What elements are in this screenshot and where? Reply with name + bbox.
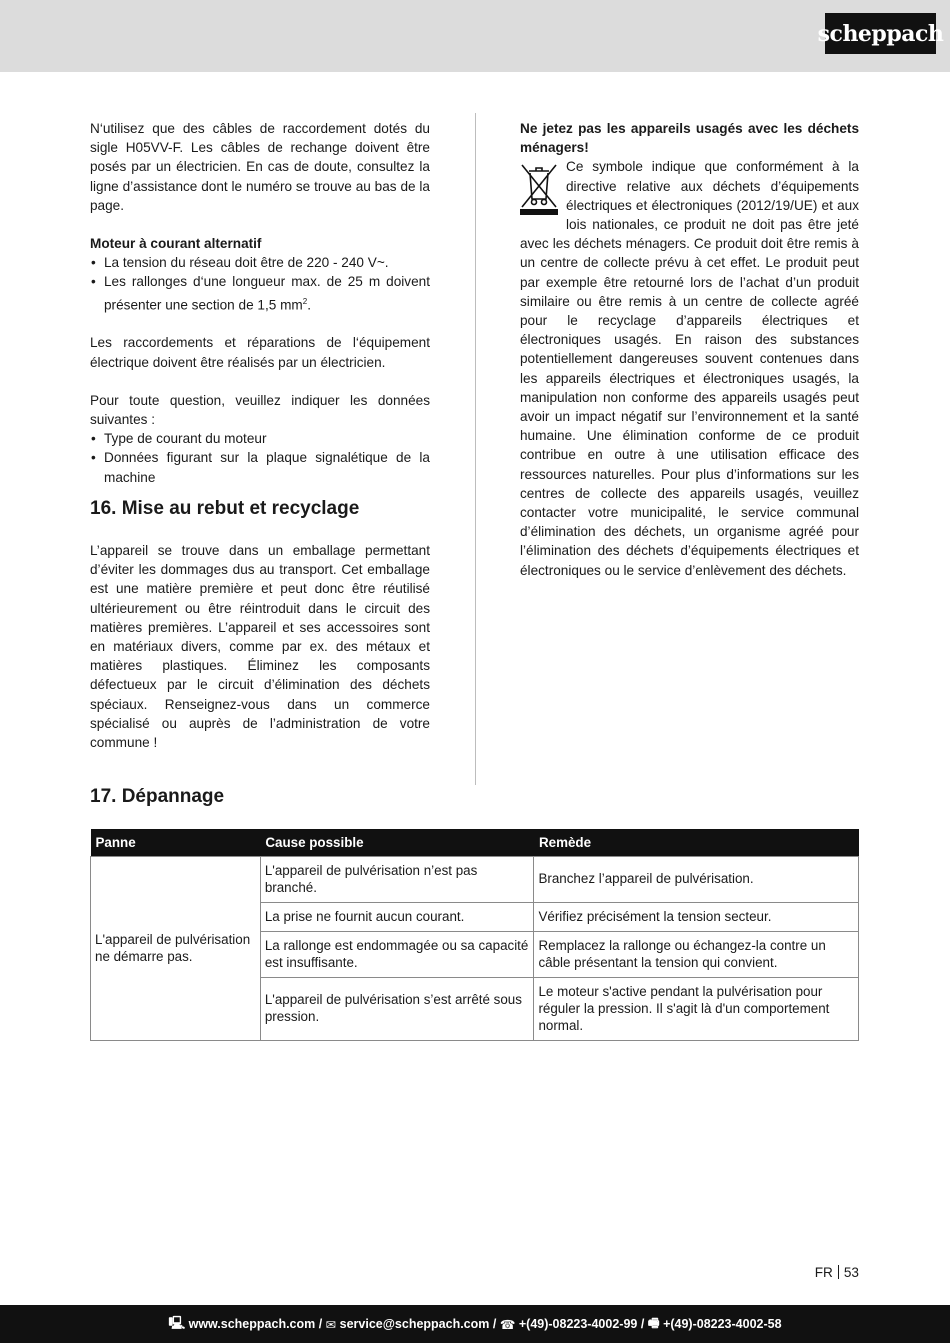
remedy-cell: Remplacez la rallonge ou échangez-la contre un câble présentant la tension qui convient. (534, 932, 859, 978)
page-number-value: 53 (843, 1265, 859, 1280)
right-column (520, 119, 859, 580)
contact-footer (0, 1305, 950, 1343)
scheppach-logo: scheppach (825, 13, 936, 54)
weee-paragraph: Ce symbole indique que conformément à la directive relative aux déchets d’équipements électriques et électroniques (2012/19/UE) et aux lois nationales, ce produit ne doit pas être jeté avec les déchets ménagers. Ce produit doit être remis à un centre de collecte prévu à cet effet. Le produit peut par exemple être retourné lors de l’achat d’un produit similaire ou être remis à un centre de collecte agréé pour le recyclage d’appareils électriques et électroniques usagés. En raison des substances potentiellement dangereuses souvent contenues dans les appareils électriques et électroniques usagés, la manipulation non conforme des appareils usagés peut avoir un impact négatif sur l’environnement et la santé humaine. Une élimination conforme de ce produit contribue en outre à une utilisation efficace des ressources naturelles. Pour plus d’informations sur les centres de collecte des appareils usagés, veuillez contacter votre municipalité, le service communal d’élimination des déchets, un organisme agréé pour l’élimination des déchets d’équipements électriques et électroniques ou le service d’enlèvement des déchets. (520, 159, 859, 578)
footer-separator: / (315, 1317, 326, 1331)
header-band (0, 0, 950, 72)
page-number-divider (838, 1265, 839, 1279)
remedy-cell: Le moteur s'active pendant la pulvérisation pour réguler la pression. Il s'agit là d'un comportement normal. (534, 978, 859, 1041)
list-item: • Les rallonges d‘une longueur max. de 25 m doivent présenter une section de 1,5 $mm^2$. (90, 272, 430, 314)
motor-requirements-list (90, 253, 430, 314)
connections-paragraph: Les raccordements et réparations de l‘équipement électrique doivent être réalisés par un électricien. (90, 335, 430, 370)
column-header-remedy: Remède (534, 829, 859, 857)
troubleshooting-table (90, 829, 859, 1041)
fax-number: +(49)-08223-4002-58 (663, 1317, 782, 1331)
table-header-row (91, 829, 859, 857)
cause-cell: La prise ne fournit aucun courant. (260, 903, 534, 932)
computer-icon: 🖳 (168, 1315, 189, 1330)
phone-number: +(49)-08223-4002-99 (518, 1317, 638, 1331)
cause-cell: L'appareil de pulvérisation s’est arrêté sous pression. (260, 978, 534, 1041)
disposal-paragraph: L’appareil se trouve dans un emballage permettant d’éviter les dommages dus au transport. Cet emballage est une matière première et peut donc être réutilisé ultérieurement ou être réintroduit dans le circuit des matières premières. L’appareil et ses accessoires sont en matériaux divers, comme par ex. des métaux et matières plastiques. Éliminez les composants défectueux par le circuit d’élimination des déchets spéciaux. Renseignez-vous dans un commerce spécialisé ou auprès de l’administration de votre commune ! (90, 543, 430, 751)
cause-cell: L'appareil de pulvérisation n’est pas branché. (260, 857, 534, 903)
footer-separator: / (637, 1317, 648, 1331)
remedy-cell: Vérifiez précisément la tension secteur. (534, 903, 859, 932)
fax-icon: 🖷 (647, 1315, 664, 1330)
section-16-title: 16. Mise au rebut et recyclage (90, 498, 360, 519)
list-item: • Type de courant du moteur (90, 429, 430, 448)
phone-icon: ☎ (499, 1317, 519, 1332)
questions-list (90, 429, 430, 487)
table-row (91, 857, 859, 903)
left-column (90, 119, 430, 487)
page-language: FR (814, 1265, 833, 1280)
column-divider (475, 113, 476, 785)
cause-cell: La rallonge est endommagée ou sa capacité est insuffisante. (260, 932, 534, 978)
list-item: • La tension du réseau doit être de 220 - 240 V~. (90, 253, 430, 272)
list-item: • Données figurant sur la plaque signalétique de la machine (90, 448, 430, 486)
cable-intro-paragraph: N‘utilisez que des câbles de raccordement dotés du sigle H05VV-F. Les câbles de rechange doivent être posés par un électricien. En cas de doute, consultez la ligne d’assistance dont le numéro se trouve au bas de la page. (90, 121, 430, 213)
fault-cell: L'appareil de pulvérisation ne démarre pas. (91, 857, 261, 1041)
footer-separator: / (489, 1317, 500, 1331)
column-header-cause: Cause possible (260, 829, 534, 857)
column-header-fault: Panne (91, 829, 261, 857)
page-number (815, 1265, 859, 1280)
remedy-cell: Branchez l’appareil de pulvérisation. (534, 857, 859, 903)
section-17-title: 17. Dépannage (90, 786, 225, 807)
crossed-out-wheelie-bin-icon (520, 161, 558, 217)
email-link[interactable]: service@scheppach.com (339, 1317, 490, 1331)
website-link[interactable]: www.scheppach.com (188, 1317, 316, 1331)
questions-paragraph: Pour toute question, veuillez indiquer les données suivantes : (90, 392, 430, 427)
email-icon: ✉ (325, 1317, 340, 1332)
disposal-column (90, 541, 430, 752)
motor-heading: Moteur à courant alternatif (90, 236, 262, 252)
weee-warning-heading: Ne jetez pas les appareils usagés avec les déchets ménagers! (520, 121, 859, 156)
